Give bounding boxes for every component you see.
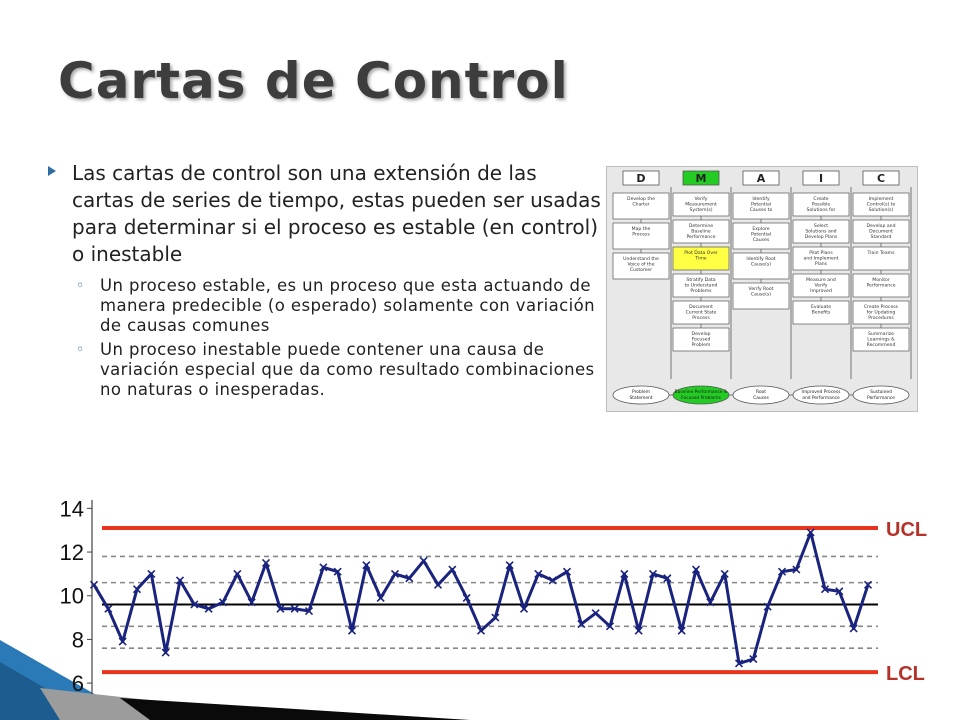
circle-bullet-icon: ◦ [76, 278, 85, 294]
y-tick-label: 10 [59, 583, 84, 609]
y-tick-label: 8 [71, 627, 84, 653]
ucl-label: UCL [886, 519, 928, 542]
phase-label: M [695, 172, 707, 185]
phase-label: D [636, 172, 646, 185]
step-text: Map the [631, 227, 651, 232]
step-text: Determine [688, 224, 714, 229]
step-text: Identify [752, 197, 770, 202]
step-text: Verify Root [748, 287, 774, 292]
step-text: Evaluate [810, 305, 832, 310]
step-text: Potential [750, 202, 772, 208]
step-text: Stratify Data [686, 278, 716, 283]
phase-label: C [876, 172, 886, 185]
step-text: Standard [870, 235, 892, 240]
step-text: Develop Plans [804, 235, 838, 240]
step-text: Performance [866, 283, 896, 289]
step-text: Document [869, 229, 893, 235]
step-text: Select [813, 224, 829, 229]
step-text: Baseline [691, 229, 711, 235]
output-text: Baseline Performance & [674, 390, 728, 395]
y-tick-label: 12 [59, 540, 84, 566]
step-text: Create Process [863, 305, 899, 310]
sub-bullet-text: Un proceso inestable puede contener una causa de variación especial que da como resultado combinaciones no naturas o inesperadas. [100, 340, 595, 399]
output-text: Causes [753, 396, 769, 401]
step-text: Measure and [806, 278, 836, 283]
output-text: Focused Problems [681, 396, 721, 401]
step-text: Process [632, 232, 650, 238]
step-text: Solutions for [806, 208, 836, 213]
step-text: Benefits [811, 310, 831, 316]
lcl-label: LCL [886, 663, 925, 686]
step-text: Charter [632, 202, 650, 208]
step-text: Improved [810, 289, 832, 294]
step-text: Control(s) to [866, 202, 896, 208]
step-text: Understand the [623, 257, 659, 262]
circle-bullet-icon: ◦ [76, 342, 85, 358]
step-text: Plans [814, 262, 828, 267]
sub-bullet-item [48, 276, 603, 336]
step-text: Verify [694, 197, 708, 202]
step-text: and Implement [803, 256, 839, 262]
output-text: Sustained [870, 390, 892, 395]
step-text: Problems [690, 289, 712, 294]
step-text: Develop [691, 332, 711, 337]
step-text: Solutions and [805, 229, 837, 235]
step-text: Cause(s) [750, 262, 772, 268]
bullet-text: Las cartas de control son una extensión de las cartas de series de tiempo, estas pueden ser usadas para determinar si el proceso es estable (en control) o inestable [72, 161, 601, 266]
bullet-list [48, 160, 603, 404]
step-text: Process [692, 316, 710, 321]
data-point-marker [592, 610, 599, 617]
step-text: to Understand [684, 283, 718, 289]
step-text: Train Teams [867, 251, 895, 256]
step-text: Learnings & [867, 337, 895, 343]
step-text: Customer [629, 268, 653, 273]
step-text: Implement [868, 197, 894, 202]
data-series-line [94, 532, 868, 663]
step-text: Voice of the [627, 262, 655, 268]
phase-label: I [818, 172, 824, 185]
output-text: Improved Process [801, 390, 841, 395]
sub-bullet-item [48, 340, 603, 400]
output-text: Performance [867, 396, 895, 401]
step-text: Possible [811, 202, 831, 208]
step-text: Create [813, 197, 829, 202]
step-text: Procedures [868, 316, 894, 321]
slide-title: Cartas de Control [58, 52, 569, 110]
output-oval [853, 386, 909, 404]
step-text: Solution(s) [868, 208, 894, 213]
control-chart [40, 488, 940, 700]
step-text: Current State [685, 310, 717, 316]
step-text: Potential [750, 232, 772, 238]
step-text: Recommend [866, 343, 896, 348]
output-oval [673, 386, 729, 404]
control-chart-canvas [40, 488, 940, 700]
dmaic-roadmap-diagram [606, 166, 918, 412]
dmaic-diagram-canvas [607, 167, 917, 411]
output-oval [793, 386, 849, 404]
output-oval [613, 386, 669, 404]
y-tick-label: 6 [71, 671, 84, 697]
step-text: Develop and [866, 224, 896, 229]
output-text: Statement [629, 396, 653, 401]
step-text: Develop the [627, 197, 655, 202]
step-text: Pilot Plans [809, 251, 833, 256]
step-text: Cause(s) [750, 292, 772, 298]
step-text: Performance [686, 235, 716, 240]
step-text: Focused [691, 337, 711, 343]
output-text: Problem [632, 390, 650, 395]
step-text: Identify Root [746, 257, 776, 262]
step-text: Plot Data Over [684, 251, 718, 256]
step-text: System(s) [689, 208, 713, 213]
output-text: Root [756, 390, 766, 395]
triangle-bullet-icon [48, 166, 56, 176]
step-text: Problem [691, 343, 711, 348]
step-text: Time [695, 256, 707, 262]
step-text: Document [689, 305, 713, 310]
step-text: Causes [752, 238, 770, 243]
output-text: and Performance [802, 396, 840, 401]
step-text: Monitor [872, 278, 890, 283]
phase-label: A [756, 172, 766, 185]
step-text: Explore [752, 227, 770, 232]
output-oval [733, 386, 789, 404]
step-text: Summarize [868, 332, 894, 337]
step-text: Causes to [749, 208, 773, 213]
bullet-item [48, 160, 603, 268]
sub-bullet-text: Un proceso estable, es un proceso que esta actuando de manera predecible (o esperado) solamente con variación de causas comunes [100, 276, 595, 335]
step-text: Verify [814, 283, 828, 289]
step-text: Measurement [685, 202, 717, 208]
step-text: for Updating [866, 310, 896, 316]
y-tick-label: 14 [59, 496, 84, 522]
